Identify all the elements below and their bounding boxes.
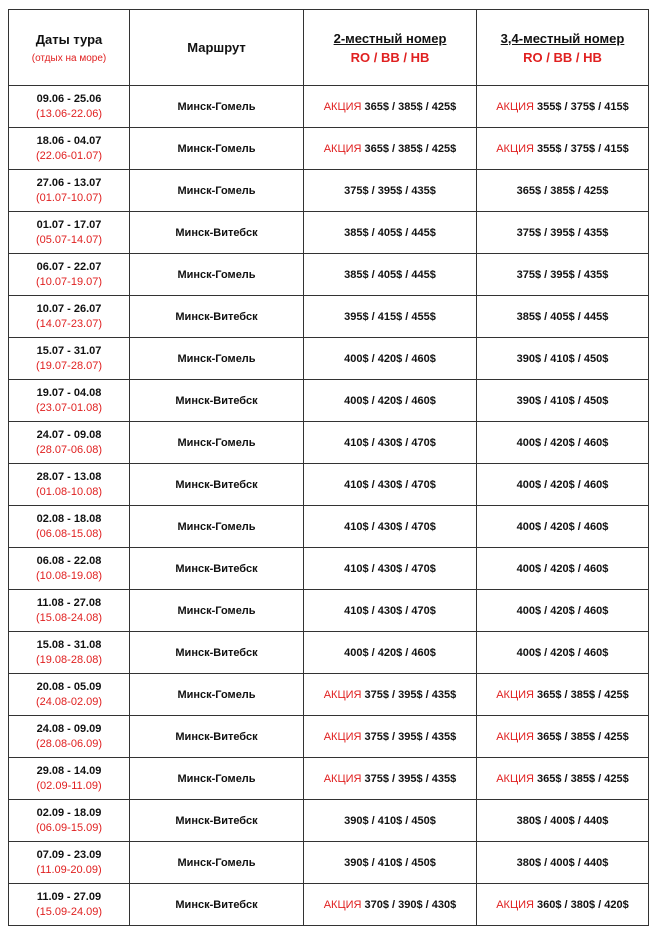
promo-badge: АКЦИЯ [496, 142, 538, 155]
tour-dates-cell [9, 548, 130, 590]
tour-dates-cell [9, 632, 130, 674]
sea-dates: (01.08-10.08) [35, 486, 103, 498]
double-price: 390$ / 410$ / 450$ [344, 856, 436, 869]
route: Минск-Гомель [177, 352, 256, 365]
triple-price-cell [477, 86, 649, 128]
route: Минск-Витебск [175, 898, 258, 911]
triple-price: 380$ / 400$ / 440$ [516, 814, 609, 827]
double-price-cell [304, 506, 477, 548]
promo-badge: АКЦИЯ [323, 772, 365, 785]
route: Минск-Гомель [177, 100, 256, 113]
route-cell [130, 674, 304, 716]
table-row [9, 548, 649, 590]
tour-dates-cell [9, 842, 130, 884]
sea-dates: (19.07-28.07) [35, 360, 103, 372]
triple-price-cell [477, 338, 649, 380]
route-cell [130, 842, 304, 884]
route-cell [130, 170, 304, 212]
triple-price-cell [477, 800, 649, 842]
triple-price-cell [477, 758, 649, 800]
triple-price: 355$ / 375$ / 415$ [537, 100, 629, 113]
triple-price-cell [477, 506, 649, 548]
double-price: 375$ / 395$ / 435$ [344, 184, 436, 197]
double-price: 385$ / 405$ / 445$ [344, 268, 436, 281]
triple-price: 365$ / 385$ / 425$ [537, 772, 629, 785]
double-price: 385$ / 405$ / 445$ [344, 226, 436, 239]
triple-price: 375$ / 395$ / 435$ [516, 268, 609, 281]
promo-badge: АКЦИЯ [323, 688, 365, 701]
triple-price: 365$ / 385$ / 425$ [516, 184, 609, 197]
triple-price-cell [477, 590, 649, 632]
triple-price: 365$ / 385$ / 425$ [537, 730, 629, 743]
header-route [130, 10, 304, 86]
triple-price-cell [477, 884, 649, 926]
tour-dates: 27.06 - 13.07 [36, 177, 102, 189]
triple-price: 380$ / 400$ / 440$ [516, 856, 609, 869]
triple-price: 390$ / 410$ / 450$ [516, 352, 609, 365]
route: Минск-Гомель [177, 520, 256, 533]
route-cell [130, 422, 304, 464]
double-price-cell [304, 170, 477, 212]
header-triple-codes: RO / BB / HB [523, 49, 602, 65]
tour-dates: 09.06 - 25.06 [36, 93, 102, 105]
double-price: 410$ / 430$ / 470$ [344, 436, 436, 449]
route: Минск-Гомель [177, 604, 256, 617]
double-price-cell [304, 422, 477, 464]
header-dates [9, 10, 130, 86]
triple-price-cell [477, 170, 649, 212]
header-dates-sub: (отдых на море) [31, 52, 107, 64]
double-price: 410$ / 430$ / 470$ [344, 604, 436, 617]
double-price-cell [304, 212, 477, 254]
double-price-cell [304, 254, 477, 296]
sea-dates: (10.07-19.07) [35, 276, 103, 288]
promo-badge: АКЦИЯ [496, 688, 538, 701]
triple-price-cell [477, 716, 649, 758]
promo-badge: АКЦИЯ [496, 730, 538, 743]
triple-price: 385$ / 405$ / 445$ [516, 310, 609, 323]
table-row [9, 716, 649, 758]
route-cell [130, 128, 304, 170]
tour-dates: 06.08 - 22.08 [36, 555, 102, 567]
triple-price-cell [477, 254, 649, 296]
table-row [9, 212, 649, 254]
triple-price: 360$ / 380$ / 420$ [537, 898, 629, 911]
route-cell [130, 758, 304, 800]
route: Минск-Витебск [175, 226, 258, 239]
table-row [9, 590, 649, 632]
double-price-cell [304, 128, 477, 170]
promo-badge: АКЦИЯ [496, 898, 538, 911]
route-cell [130, 548, 304, 590]
triple-price-cell [477, 212, 649, 254]
route-cell [130, 338, 304, 380]
double-price: 375$ / 395$ / 435$ [364, 730, 457, 743]
triple-price-cell [477, 296, 649, 338]
triple-price: 400$ / 420$ / 460$ [516, 646, 609, 659]
triple-price-cell [477, 674, 649, 716]
triple-price-cell [477, 128, 649, 170]
promo-badge: АКЦИЯ [323, 898, 365, 911]
tour-dates-cell [9, 506, 130, 548]
double-price-cell [304, 716, 477, 758]
promo-badge: АКЦИЯ [496, 100, 538, 113]
route-cell [130, 296, 304, 338]
route-cell [130, 464, 304, 506]
route: Минск-Витебск [175, 646, 258, 659]
tour-dates: 10.07 - 26.07 [36, 303, 102, 315]
sea-dates: (23.07-01.08) [35, 402, 103, 414]
header-triple-title: 3,4-местный номер [500, 30, 625, 46]
double-price: 410$ / 430$ / 470$ [344, 478, 436, 491]
sea-dates: (13.06-22.06) [35, 108, 103, 120]
table-row [9, 758, 649, 800]
double-price: 410$ / 430$ / 470$ [344, 520, 436, 533]
double-price-cell [304, 338, 477, 380]
sea-dates: (24.08-02.09) [35, 696, 103, 708]
double-price-cell [304, 464, 477, 506]
double-price: 400$ / 420$ / 460$ [344, 394, 436, 407]
route-cell [130, 632, 304, 674]
tour-dates: 02.08 - 18.08 [36, 513, 102, 525]
double-price: 390$ / 410$ / 450$ [344, 814, 436, 827]
double-price: 375$ / 395$ / 435$ [364, 772, 457, 785]
double-price-cell [304, 842, 477, 884]
triple-price: 400$ / 420$ / 460$ [516, 478, 609, 491]
table-row [9, 674, 649, 716]
table-row [9, 842, 649, 884]
tour-dates-cell [9, 758, 130, 800]
header-double-room [304, 10, 477, 86]
sea-dates: (01.07-10.07) [35, 192, 103, 204]
double-price: 365$ / 385$ / 425$ [364, 100, 457, 113]
double-price: 370$ / 390$ / 430$ [364, 898, 457, 911]
header-double-codes: RO / BB / HB [350, 49, 430, 65]
sea-dates: (10.08-19.08) [35, 570, 103, 582]
tour-dates: 28.07 - 13.08 [36, 471, 102, 483]
route-cell [130, 884, 304, 926]
tour-dates-cell [9, 590, 130, 632]
sea-dates: (28.07-06.08) [35, 444, 103, 456]
promo-badge: АКЦИЯ [323, 142, 365, 155]
table-row [9, 170, 649, 212]
route-cell [130, 590, 304, 632]
header-route-title: Маршрут [187, 40, 246, 55]
sea-dates: (28.08-06.09) [35, 738, 103, 750]
tour-dates-cell [9, 464, 130, 506]
sea-dates: (15.08-24.08) [35, 612, 103, 624]
tour-dates: 02.09 - 18.09 [36, 807, 102, 819]
tour-dates: 24.08 - 09.09 [36, 723, 102, 735]
route-cell [130, 800, 304, 842]
tour-dates: 15.08 - 31.08 [36, 639, 102, 651]
table-row [9, 296, 649, 338]
sea-dates: (05.07-14.07) [35, 234, 103, 246]
double-price: 400$ / 420$ / 460$ [344, 646, 436, 659]
triple-price: 400$ / 420$ / 460$ [516, 436, 609, 449]
route: Минск-Гомель [177, 688, 256, 701]
sea-dates: (11.09-20.09) [36, 864, 102, 876]
route: Минск-Гомель [177, 856, 256, 869]
tour-dates-cell [9, 716, 130, 758]
double-price-cell [304, 548, 477, 590]
double-price: 375$ / 395$ / 435$ [364, 688, 457, 701]
tour-dates-cell [9, 212, 130, 254]
triple-price: 400$ / 420$ / 460$ [516, 604, 609, 617]
tour-dates: 06.07 - 22.07 [36, 261, 102, 273]
sea-dates: (06.08-15.08) [35, 528, 103, 540]
route: Минск-Гомель [177, 268, 256, 281]
route-cell [130, 254, 304, 296]
promo-badge: АКЦИЯ [323, 730, 365, 743]
route-cell [130, 86, 304, 128]
tour-dates: 19.07 - 04.08 [36, 387, 102, 399]
double-price-cell [304, 296, 477, 338]
route: Минск-Гомель [177, 184, 256, 197]
header-dates-title: Даты тура [35, 31, 103, 47]
double-price: 365$ / 385$ / 425$ [364, 142, 457, 155]
sea-dates: (06.09-15.09) [35, 822, 103, 834]
header-double-title: 2-местный номер [333, 30, 447, 46]
route: Минск-Витебск [175, 814, 258, 827]
double-price-cell [304, 632, 477, 674]
double-price-cell [304, 86, 477, 128]
table-row [9, 128, 649, 170]
sea-dates: (19.08-28.08) [35, 654, 103, 666]
tour-dates-cell [9, 380, 130, 422]
route: Минск-Витебск [175, 310, 258, 323]
tour-dates-cell [9, 170, 130, 212]
double-price-cell [304, 380, 477, 422]
route: Минск-Витебск [175, 478, 258, 491]
double-price-cell [304, 674, 477, 716]
sea-dates: (15.09-24.09) [35, 906, 103, 918]
route-cell [130, 380, 304, 422]
tour-dates-cell [9, 674, 130, 716]
sea-dates: (14.07-23.07) [35, 318, 103, 330]
tour-dates: 11.09 - 27.09 [36, 891, 102, 903]
table-row [9, 422, 649, 464]
tour-dates-cell [9, 86, 130, 128]
triple-price: 365$ / 385$ / 425$ [537, 688, 629, 701]
route: Минск-Витебск [175, 562, 258, 575]
double-price-cell [304, 590, 477, 632]
route: Минск-Гомель [177, 772, 256, 785]
tour-dates: 18.06 - 04.07 [36, 135, 102, 147]
triple-price: 400$ / 420$ / 460$ [516, 562, 609, 575]
route: Минск-Гомель [177, 142, 256, 155]
triple-price: 400$ / 420$ / 460$ [516, 520, 609, 533]
sea-dates: (02.09-11.09) [36, 780, 102, 792]
route-cell [130, 506, 304, 548]
tour-dates-cell [9, 128, 130, 170]
table-row [9, 800, 649, 842]
tour-price-table [8, 9, 649, 926]
triple-price: 390$ / 410$ / 450$ [516, 394, 609, 407]
triple-price-cell [477, 548, 649, 590]
tour-dates-cell [9, 884, 130, 926]
double-price: 400$ / 420$ / 460$ [344, 352, 436, 365]
tour-schedule [8, 9, 649, 926]
sea-dates: (22.06-01.07) [35, 150, 103, 162]
tour-dates: 11.08 - 27.08 [36, 597, 102, 609]
tour-dates: 29.08 - 14.09 [36, 765, 102, 777]
triple-price: 355$ / 375$ / 415$ [537, 142, 629, 155]
double-price: 395$ / 415$ / 455$ [344, 310, 436, 323]
tour-dates-cell [9, 800, 130, 842]
table-row [9, 884, 649, 926]
triple-price-cell [477, 842, 649, 884]
route: Минск-Витебск [175, 394, 258, 407]
tour-dates: 20.08 - 05.09 [36, 681, 102, 693]
tour-dates-cell [9, 296, 130, 338]
table-row [9, 632, 649, 674]
table-header-row [9, 10, 649, 86]
route-cell [130, 212, 304, 254]
double-price-cell [304, 800, 477, 842]
table-row [9, 506, 649, 548]
triple-price-cell [477, 380, 649, 422]
tour-dates: 01.07 - 17.07 [36, 219, 102, 231]
tour-dates-cell [9, 422, 130, 464]
table-row [9, 464, 649, 506]
double-price-cell [304, 884, 477, 926]
route: Минск-Витебск [175, 730, 258, 743]
triple-price: 375$ / 395$ / 435$ [516, 226, 609, 239]
triple-price-cell [477, 632, 649, 674]
table-row [9, 380, 649, 422]
tour-dates: 15.07 - 31.07 [36, 345, 102, 357]
double-price: 410$ / 430$ / 470$ [344, 562, 436, 575]
header-triple-room [477, 10, 649, 86]
triple-price-cell [477, 464, 649, 506]
table-row [9, 86, 649, 128]
table-row [9, 254, 649, 296]
route: Минск-Гомель [177, 436, 256, 449]
tour-dates: 24.07 - 09.08 [36, 429, 102, 441]
triple-price-cell [477, 422, 649, 464]
double-price-cell [304, 758, 477, 800]
promo-badge: АКЦИЯ [496, 772, 538, 785]
tour-dates-cell [9, 254, 130, 296]
tour-dates-cell [9, 338, 130, 380]
tour-dates: 07.09 - 23.09 [36, 849, 102, 861]
promo-badge: АКЦИЯ [323, 100, 365, 113]
table-row [9, 338, 649, 380]
route-cell [130, 716, 304, 758]
